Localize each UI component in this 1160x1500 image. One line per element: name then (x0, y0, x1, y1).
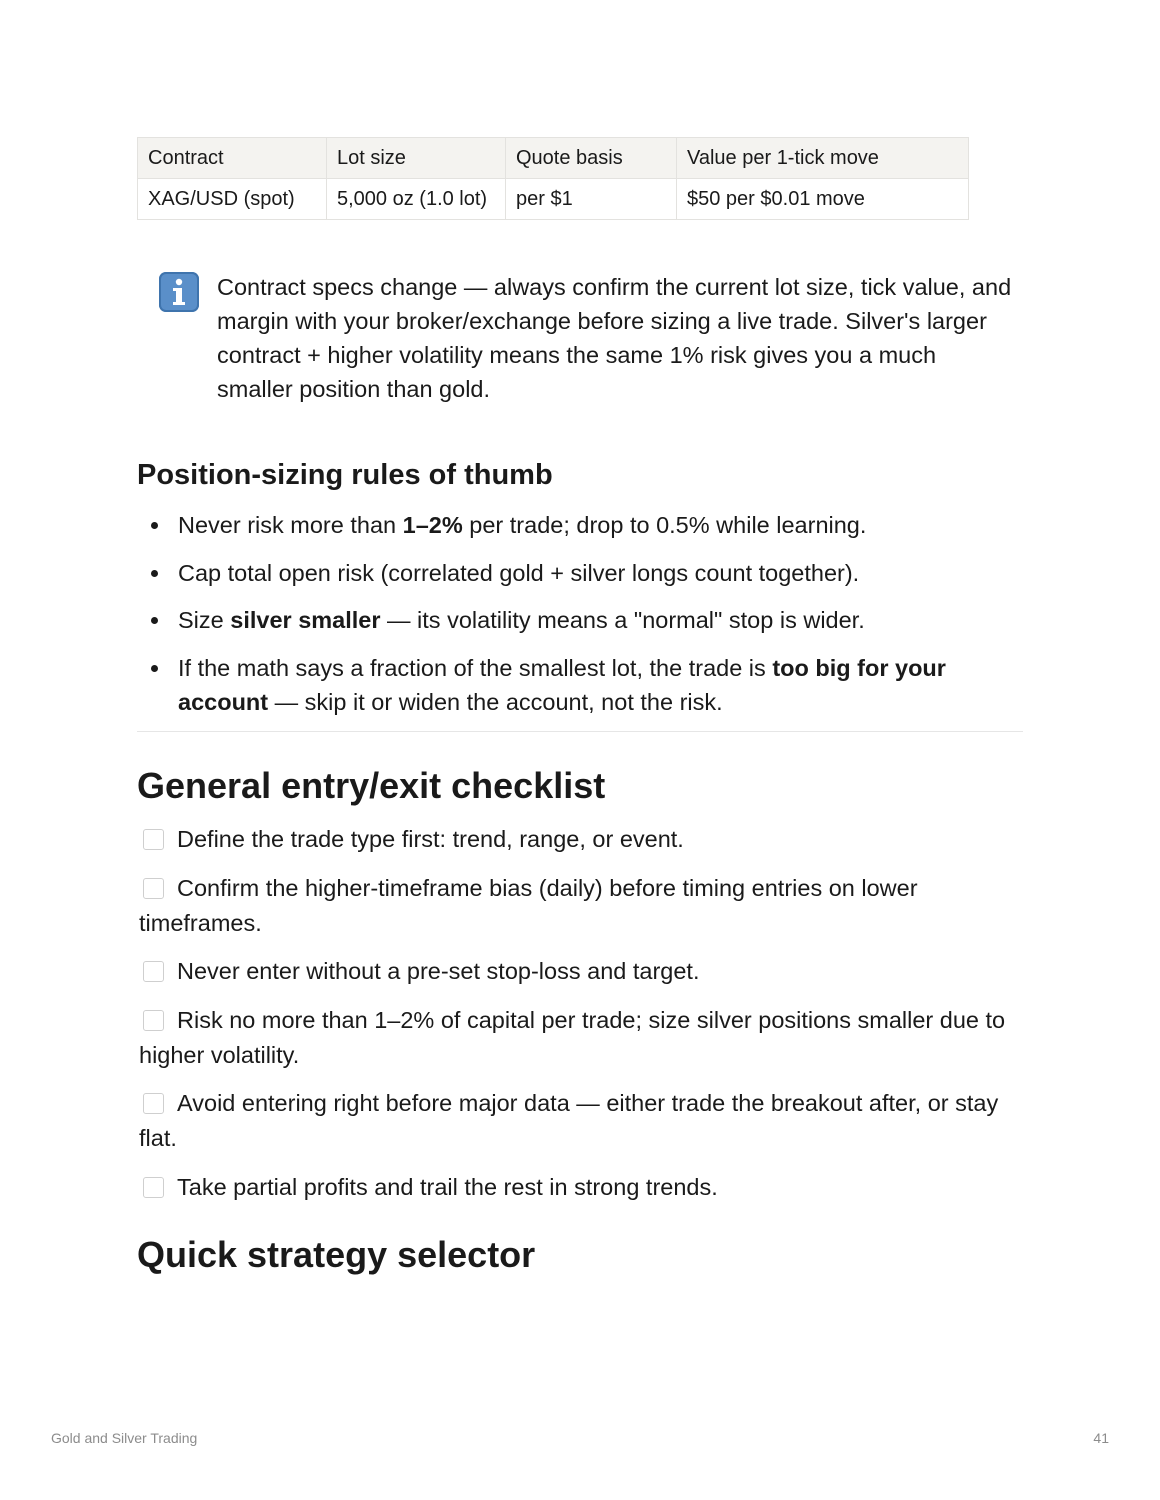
table-cell: XAG/USD (spot) (138, 179, 327, 220)
column-header: Lot size (327, 138, 506, 179)
contract-spec-table (137, 137, 969, 220)
checklist-item-text: Define the trade type first: trend, range, or event. (177, 826, 684, 852)
list-item (137, 508, 987, 542)
checklist-item-text: Risk no more than 1–2% of capital per trade; size silver positions smaller due to higher volatility. (139, 1006, 1006, 1068)
table-row (138, 179, 969, 220)
bullet-emphasis: 1–2% (402, 512, 463, 538)
strategy-selector-heading: Quick strategy selector (137, 1234, 536, 1275)
list-item (137, 556, 987, 590)
column-header: Value per 1-tick move (677, 138, 969, 179)
checklist-item (139, 1086, 1009, 1156)
entry-exit-checklist (139, 822, 1009, 1205)
table-cell: $50 per $0.01 move (677, 179, 969, 220)
bullet-text: Never risk more than (178, 512, 403, 538)
bullet-text: Cap total open risk (correlated gold + silver longs count together). (178, 559, 860, 586)
checklist-item (139, 1003, 1009, 1073)
checklist-item-text: Never enter without a pre-set stop-loss and target. (177, 958, 700, 984)
checkbox[interactable] (143, 1093, 164, 1114)
checkbox[interactable] (143, 829, 164, 850)
section-divider (137, 731, 1023, 732)
table-cell: 5,000 oz (1.0 lot) (327, 179, 506, 220)
bullet-icon (151, 570, 158, 577)
bullet-icon (151, 522, 158, 529)
bullet-emphasis: too big for your account (178, 654, 946, 715)
checklist-item (139, 954, 1009, 989)
bullet-icon (151, 617, 158, 624)
checklist-item-text: Avoid entering right before major data — either trade the breakout after, or stay flat. (139, 1090, 999, 1151)
checklist-item (139, 822, 1009, 857)
footer-title: Gold and Silver Trading (51, 1430, 198, 1446)
checklist-item (139, 871, 1009, 941)
column-header: Quote basis (506, 138, 677, 179)
column-header: Contract (138, 138, 327, 179)
checkbox[interactable] (143, 1177, 164, 1198)
bullet-text: Size (178, 607, 231, 633)
page-number: 41 (1093, 1430, 1109, 1446)
checkbox[interactable] (143, 878, 164, 899)
position-sizing-list (137, 508, 987, 719)
bullet-icon (151, 665, 158, 672)
checklist-item-text: Take partial profits and trail the rest in strong trends. (177, 1173, 718, 1200)
bullet-emphasis: silver smaller (230, 607, 381, 633)
position-sizing-heading: Position-sizing rules of thumb (137, 459, 553, 491)
checklist-item-text: Confirm the higher-timeframe bias (daily) before timing entries on lower timeframes. (139, 874, 918, 936)
callout-text: Contract specs change — always confirm the current lot size, tick value, and margin with your broker/exchange before sizing a live trade. Silver's larger contract + higher volatility means the same 1% risk gives you a much smaller position than gold. (217, 274, 1012, 402)
checkbox[interactable] (143, 961, 164, 982)
bullet-text: — its volatility means a "normal" stop is wider. (380, 607, 865, 633)
bullet-text: per trade; drop to 0.5% while learning. (462, 512, 867, 538)
table-cell: per $1 (506, 179, 677, 220)
bullet-text: — skip it or widen the account, not the risk. (268, 688, 723, 715)
checklist-heading: General entry/exit checklist (137, 765, 606, 806)
bullet-text: If the math says a fraction of the smallest lot, the trade is (178, 654, 773, 681)
checklist-item (139, 1170, 1009, 1205)
checkbox[interactable] (143, 1010, 164, 1031)
list-item (137, 603, 987, 637)
list-item (137, 651, 987, 719)
table-header-row (138, 138, 969, 179)
info-icon (159, 272, 199, 312)
